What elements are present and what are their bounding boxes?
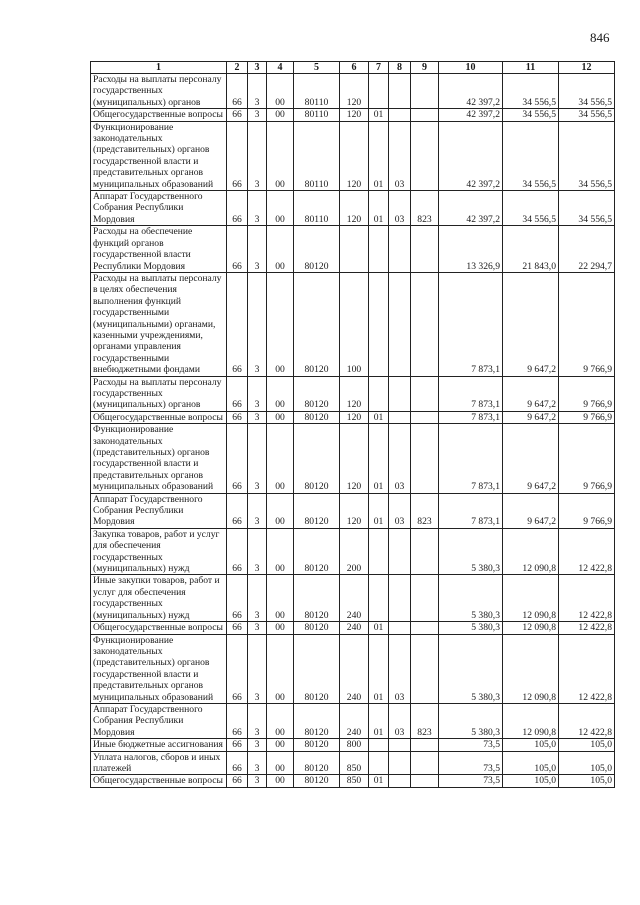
cell-code-4: 00 <box>267 775 294 787</box>
cell-name: Функционирование законодательных (представительных) органов государственной власти и представительных органов муниципальных образований <box>91 121 227 190</box>
cell-expense-type: 120 <box>340 191 369 226</box>
cell-subsection <box>389 272 411 376</box>
table-row <box>91 528 615 575</box>
table-row <box>91 751 615 775</box>
cell-subsection <box>389 74 411 109</box>
cell-expense-type <box>340 226 369 273</box>
cell-section <box>369 74 389 109</box>
cell-name: Аппарат Государственного Собрания Республики Мордовия <box>91 191 227 226</box>
cell-department <box>411 411 439 423</box>
cell-subsection <box>389 528 411 575</box>
cell-amount-year-1: 13 326,9 <box>439 226 503 273</box>
cell-name: Расходы на выплаты персоналу государственных (муниципальных) органов <box>91 376 227 411</box>
cell-expense-type: 120 <box>340 109 369 121</box>
column-header-5: 5 <box>294 62 340 74</box>
table-row <box>91 575 615 622</box>
cell-expense-type: 120 <box>340 493 369 528</box>
cell-amount-year-2: 12 090,8 <box>503 622 559 634</box>
table-row <box>91 703 615 738</box>
cell-expense-type: 120 <box>340 411 369 423</box>
cell-code-2: 66 <box>227 272 248 376</box>
cell-code-3: 3 <box>248 191 267 226</box>
cell-amount-year-3: 105,0 <box>559 775 615 787</box>
cell-code-4: 00 <box>267 528 294 575</box>
cell-name: Закупка товаров, работ и услуг для обеспечения государственных (муниципальных) нужд <box>91 528 227 575</box>
cell-code-2: 66 <box>227 226 248 273</box>
cell-amount-year-3: 105,0 <box>559 739 615 751</box>
cell-amount-year-3: 34 556,5 <box>559 109 615 121</box>
cell-amount-year-1: 42 397,2 <box>439 191 503 226</box>
column-header-4: 4 <box>267 62 294 74</box>
cell-amount-year-1: 7 873,1 <box>439 493 503 528</box>
cell-target-article: 80120 <box>294 411 340 423</box>
budget-table <box>90 61 615 788</box>
cell-amount-year-1: 5 380,3 <box>439 703 503 738</box>
cell-name: Общегосударственные вопросы <box>91 109 227 121</box>
cell-code-4: 00 <box>267 226 294 273</box>
cell-code-4: 00 <box>267 272 294 376</box>
cell-expense-type: 240 <box>340 703 369 738</box>
cell-amount-year-3: 12 422,8 <box>559 528 615 575</box>
cell-code-3: 3 <box>248 739 267 751</box>
cell-target-article: 80120 <box>294 751 340 775</box>
table-row <box>91 739 615 751</box>
cell-code-3: 3 <box>248 121 267 190</box>
table-row <box>91 109 615 121</box>
cell-amount-year-1: 73,5 <box>439 739 503 751</box>
cell-department <box>411 528 439 575</box>
column-header-1: 1 <box>91 62 227 74</box>
cell-subsection <box>389 739 411 751</box>
cell-code-4: 00 <box>267 493 294 528</box>
cell-target-article: 80120 <box>294 226 340 273</box>
cell-code-2: 66 <box>227 109 248 121</box>
cell-code-3: 3 <box>248 411 267 423</box>
cell-amount-year-1: 7 873,1 <box>439 424 503 493</box>
cell-department <box>411 226 439 273</box>
cell-section: 01 <box>369 109 389 121</box>
cell-expense-type: 120 <box>340 424 369 493</box>
cell-name: Общегосударственные вопросы <box>91 411 227 423</box>
cell-expense-type: 100 <box>340 272 369 376</box>
table-row <box>91 622 615 634</box>
cell-department: 823 <box>411 493 439 528</box>
cell-section <box>369 226 389 273</box>
cell-target-article: 80110 <box>294 74 340 109</box>
cell-code-2: 66 <box>227 634 248 703</box>
cell-name: Аппарат Государственного Собрания Республики Мордовия <box>91 493 227 528</box>
cell-department <box>411 775 439 787</box>
cell-section <box>369 528 389 575</box>
cell-code-4: 00 <box>267 634 294 703</box>
cell-code-4: 00 <box>267 74 294 109</box>
cell-amount-year-1: 5 380,3 <box>439 622 503 634</box>
cell-amount-year-1: 42 397,2 <box>439 121 503 190</box>
cell-amount-year-2: 9 647,2 <box>503 493 559 528</box>
cell-section: 01 <box>369 703 389 738</box>
cell-amount-year-1: 42 397,2 <box>439 74 503 109</box>
cell-code-3: 3 <box>248 575 267 622</box>
cell-target-article: 80120 <box>294 575 340 622</box>
cell-code-2: 66 <box>227 622 248 634</box>
cell-expense-type: 240 <box>340 634 369 703</box>
cell-amount-year-2: 9 647,2 <box>503 411 559 423</box>
column-header-7: 7 <box>369 62 389 74</box>
table-row <box>91 493 615 528</box>
cell-target-article: 80110 <box>294 109 340 121</box>
cell-code-4: 00 <box>267 739 294 751</box>
cell-section <box>369 376 389 411</box>
cell-amount-year-1: 73,5 <box>439 751 503 775</box>
cell-code-2: 66 <box>227 191 248 226</box>
table-row <box>91 121 615 190</box>
cell-amount-year-3: 105,0 <box>559 751 615 775</box>
cell-expense-type: 800 <box>340 739 369 751</box>
cell-code-4: 00 <box>267 191 294 226</box>
cell-subsection <box>389 109 411 121</box>
cell-amount-year-1: 5 380,3 <box>439 634 503 703</box>
cell-subsection: 03 <box>389 634 411 703</box>
cell-section: 01 <box>369 424 389 493</box>
cell-expense-type: 120 <box>340 121 369 190</box>
cell-section: 01 <box>369 411 389 423</box>
cell-target-article: 80120 <box>294 775 340 787</box>
cell-department <box>411 121 439 190</box>
cell-section: 01 <box>369 121 389 190</box>
cell-amount-year-3: 34 556,5 <box>559 121 615 190</box>
cell-code-3: 3 <box>248 634 267 703</box>
cell-name: Функционирование законодательных (представительных) органов государственной власти и представительных органов муниципальных образований <box>91 424 227 493</box>
cell-amount-year-2: 12 090,8 <box>503 703 559 738</box>
cell-name: Иные бюджетные ассигнования <box>91 739 227 751</box>
cell-code-2: 66 <box>227 528 248 575</box>
cell-code-2: 66 <box>227 493 248 528</box>
cell-amount-year-1: 5 380,3 <box>439 528 503 575</box>
cell-code-4: 00 <box>267 751 294 775</box>
table-row <box>91 376 615 411</box>
cell-code-3: 3 <box>248 424 267 493</box>
cell-subsection: 03 <box>389 703 411 738</box>
cell-name: Общегосударственные вопросы <box>91 775 227 787</box>
cell-code-3: 3 <box>248 74 267 109</box>
cell-code-3: 3 <box>248 226 267 273</box>
column-header-3: 3 <box>248 62 267 74</box>
cell-section <box>369 575 389 622</box>
cell-name: Иные закупки товаров, работ и услуг для обеспечения государственных (муниципальных) нужд <box>91 575 227 622</box>
cell-amount-year-3: 9 766,9 <box>559 376 615 411</box>
cell-amount-year-3: 12 422,8 <box>559 575 615 622</box>
cell-expense-type: 850 <box>340 775 369 787</box>
table-row <box>91 775 615 787</box>
cell-amount-year-3: 12 422,8 <box>559 703 615 738</box>
cell-section: 01 <box>369 622 389 634</box>
cell-subsection <box>389 226 411 273</box>
cell-amount-year-3: 22 294,7 <box>559 226 615 273</box>
page-number: 846 <box>590 30 610 45</box>
column-header-2: 2 <box>227 62 248 74</box>
cell-target-article: 80120 <box>294 493 340 528</box>
cell-code-3: 3 <box>248 703 267 738</box>
cell-code-3: 3 <box>248 109 267 121</box>
cell-code-2: 66 <box>227 751 248 775</box>
cell-section: 01 <box>369 493 389 528</box>
cell-target-article: 80110 <box>294 121 340 190</box>
cell-target-article: 80120 <box>294 376 340 411</box>
cell-target-article: 80120 <box>294 634 340 703</box>
table-row <box>91 411 615 423</box>
cell-department <box>411 634 439 703</box>
cell-department <box>411 272 439 376</box>
cell-amount-year-1: 7 873,1 <box>439 411 503 423</box>
cell-amount-year-2: 12 090,8 <box>503 528 559 575</box>
cell-name: Функционирование законодательных (представительных) органов государственной власти и представительных органов муниципальных образований <box>91 634 227 703</box>
cell-name: Общегосударственные вопросы <box>91 622 227 634</box>
cell-code-4: 00 <box>267 109 294 121</box>
cell-amount-year-1: 5 380,3 <box>439 575 503 622</box>
cell-code-3: 3 <box>248 775 267 787</box>
cell-section <box>369 739 389 751</box>
cell-code-2: 66 <box>227 703 248 738</box>
cell-amount-year-2: 9 647,2 <box>503 272 559 376</box>
cell-code-2: 66 <box>227 376 248 411</box>
cell-subsection <box>389 775 411 787</box>
cell-name: Аппарат Государственного Собрания Республики Мордовия <box>91 703 227 738</box>
cell-subsection <box>389 411 411 423</box>
table-row <box>91 634 615 703</box>
cell-expense-type: 120 <box>340 74 369 109</box>
cell-section: 01 <box>369 191 389 226</box>
cell-code-2: 66 <box>227 411 248 423</box>
cell-expense-type: 200 <box>340 528 369 575</box>
cell-code-3: 3 <box>248 272 267 376</box>
cell-expense-type: 240 <box>340 575 369 622</box>
table-row <box>91 424 615 493</box>
column-header-10: 10 <box>439 62 503 74</box>
cell-amount-year-2: 34 556,5 <box>503 121 559 190</box>
cell-target-article: 80120 <box>294 703 340 738</box>
cell-subsection <box>389 622 411 634</box>
cell-subsection <box>389 376 411 411</box>
cell-name: Расходы на выплаты персоналу государственных (муниципальных) органов <box>91 74 227 109</box>
cell-code-3: 3 <box>248 751 267 775</box>
column-header-6: 6 <box>340 62 369 74</box>
cell-code-4: 00 <box>267 622 294 634</box>
cell-code-3: 3 <box>248 528 267 575</box>
cell-target-article: 80120 <box>294 272 340 376</box>
cell-code-2: 66 <box>227 575 248 622</box>
cell-code-2: 66 <box>227 121 248 190</box>
cell-amount-year-3: 9 766,9 <box>559 272 615 376</box>
cell-section: 01 <box>369 634 389 703</box>
column-header-8: 8 <box>389 62 411 74</box>
cell-amount-year-3: 12 422,8 <box>559 634 615 703</box>
cell-amount-year-2: 12 090,8 <box>503 575 559 622</box>
table-row <box>91 74 615 109</box>
cell-target-article: 80120 <box>294 528 340 575</box>
cell-amount-year-3: 9 766,9 <box>559 493 615 528</box>
cell-amount-year-2: 34 556,5 <box>503 74 559 109</box>
cell-amount-year-3: 9 766,9 <box>559 411 615 423</box>
cell-department <box>411 376 439 411</box>
column-header-12: 12 <box>559 62 615 74</box>
cell-department <box>411 739 439 751</box>
column-header-11: 11 <box>503 62 559 74</box>
cell-amount-year-2: 34 556,5 <box>503 109 559 121</box>
cell-target-article: 80120 <box>294 622 340 634</box>
cell-subsection <box>389 751 411 775</box>
cell-department: 823 <box>411 191 439 226</box>
cell-code-4: 00 <box>267 411 294 423</box>
cell-expense-type: 120 <box>340 376 369 411</box>
cell-code-3: 3 <box>248 622 267 634</box>
cell-department: 823 <box>411 703 439 738</box>
cell-amount-year-3: 34 556,5 <box>559 191 615 226</box>
cell-department <box>411 109 439 121</box>
cell-code-3: 3 <box>248 376 267 411</box>
cell-expense-type: 240 <box>340 622 369 634</box>
header-row <box>91 62 615 74</box>
cell-target-article: 80110 <box>294 191 340 226</box>
cell-target-article: 80120 <box>294 739 340 751</box>
cell-amount-year-2: 12 090,8 <box>503 634 559 703</box>
cell-section <box>369 751 389 775</box>
cell-code-2: 66 <box>227 775 248 787</box>
cell-department <box>411 622 439 634</box>
cell-code-4: 00 <box>267 575 294 622</box>
cell-name: Уплата налогов, сборов и иных платежей <box>91 751 227 775</box>
cell-subsection: 03 <box>389 121 411 190</box>
cell-amount-year-1: 42 397,2 <box>439 109 503 121</box>
cell-amount-year-3: 34 556,5 <box>559 74 615 109</box>
cell-amount-year-2: 34 556,5 <box>503 191 559 226</box>
cell-amount-year-2: 9 647,2 <box>503 376 559 411</box>
cell-target-article: 80120 <box>294 424 340 493</box>
table-row <box>91 226 615 273</box>
cell-amount-year-2: 21 843,0 <box>503 226 559 273</box>
cell-subsection: 03 <box>389 424 411 493</box>
cell-code-4: 00 <box>267 121 294 190</box>
cell-subsection: 03 <box>389 493 411 528</box>
cell-amount-year-1: 7 873,1 <box>439 376 503 411</box>
cell-name: Расходы на выплаты персоналу в целях обеспечения выполнения функций государственными (муниципальными) органами, казенными учреждениями, органами управления государственными внебюджетными фондами <box>91 272 227 376</box>
table-row <box>91 272 615 376</box>
cell-code-2: 66 <box>227 739 248 751</box>
cell-department <box>411 74 439 109</box>
cell-amount-year-3: 9 766,9 <box>559 424 615 493</box>
cell-subsection <box>389 575 411 622</box>
column-header-9: 9 <box>411 62 439 74</box>
cell-amount-year-2: 105,0 <box>503 751 559 775</box>
cell-section: 01 <box>369 775 389 787</box>
cell-amount-year-1: 7 873,1 <box>439 272 503 376</box>
cell-expense-type: 850 <box>340 751 369 775</box>
cell-code-4: 00 <box>267 376 294 411</box>
cell-name: Расходы на обеспечение функций органов государственной власти Республики Мордовия <box>91 226 227 273</box>
cell-code-4: 00 <box>267 703 294 738</box>
cell-amount-year-2: 105,0 <box>503 739 559 751</box>
table-body <box>91 74 615 788</box>
cell-amount-year-2: 9 647,2 <box>503 424 559 493</box>
cell-code-4: 00 <box>267 424 294 493</box>
cell-section <box>369 272 389 376</box>
cell-department <box>411 575 439 622</box>
cell-amount-year-3: 12 422,8 <box>559 622 615 634</box>
cell-code-2: 66 <box>227 424 248 493</box>
cell-code-2: 66 <box>227 74 248 109</box>
cell-department <box>411 751 439 775</box>
cell-department <box>411 424 439 493</box>
cell-amount-year-2: 105,0 <box>503 775 559 787</box>
cell-code-3: 3 <box>248 493 267 528</box>
cell-amount-year-1: 73,5 <box>439 775 503 787</box>
cell-subsection: 03 <box>389 191 411 226</box>
table-row <box>91 191 615 226</box>
